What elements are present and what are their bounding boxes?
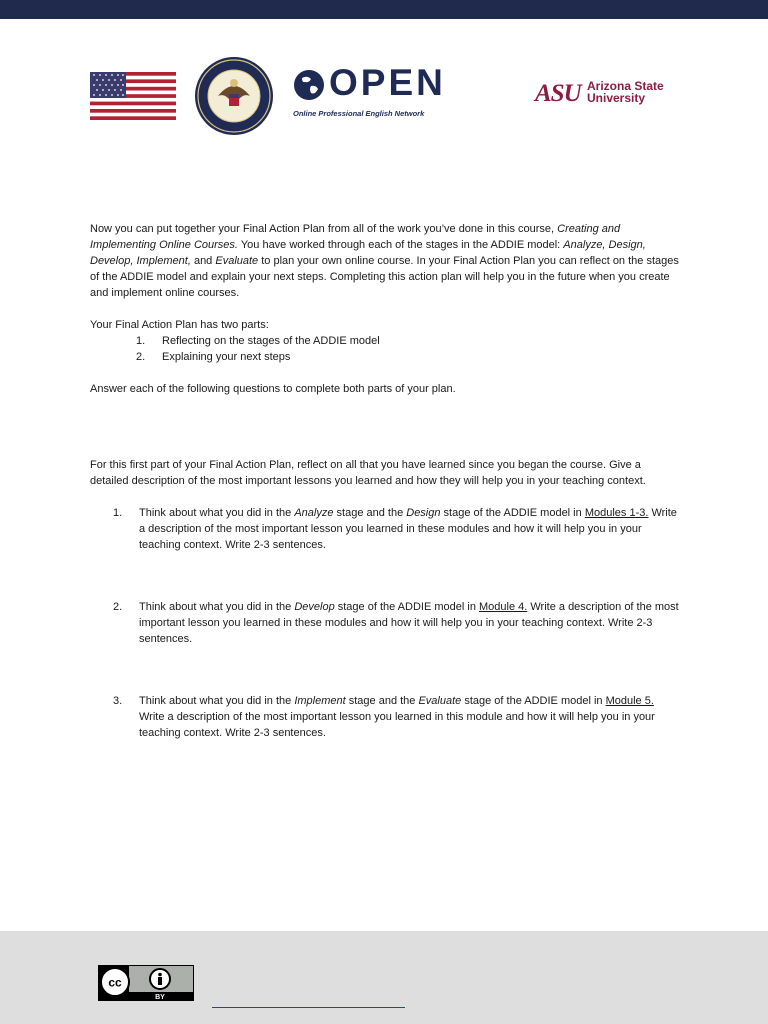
stage-name: Develop [294,601,335,613]
intro-text: and [190,255,216,267]
intro-text: Now you can put together your Final Action Plan from all of the work you’ve done in this course, [90,223,558,235]
list-number: 2. [136,351,146,363]
question-text: Think about what you did in the [139,695,295,707]
list-number: 1. [136,335,146,347]
question-text: Think about what you did in the [139,601,295,613]
globe-icon [293,69,325,101]
question-text: stage of the ADDIE model in [440,507,585,519]
question-item [90,505,680,553]
question-text: Think about what you did in the [139,507,295,519]
question-text: stage of the ADDIE model in [461,695,606,707]
us-flag-icon [90,72,176,120]
document-body [90,221,680,741]
question-text: Write a description of the most important lesson you learned in these modules and how it will help you in your teaching context. Write 2-3 sentences. [139,507,677,551]
module-link[interactable]: Modules 1-3. [584,507,649,519]
list-text: Explaining your next steps [162,351,291,363]
list-item [90,333,680,349]
question-text: stage of the ADDIE model in [334,601,479,613]
header-logos [0,50,768,150]
question-number: 1. [113,507,123,519]
footer [0,931,768,1024]
module-link[interactable]: Module 4. [479,601,528,613]
parts-list [90,333,680,365]
question-text: stage and the [345,695,419,707]
intro-text: to plan your own online course. In your Final Action Plan you can reflect on the stages of the ADDIE model and explain your next steps. Completing this action plan will help you in the future when you create and implement online courses. [90,255,679,299]
asu-logo [535,78,675,112]
part1-intro: For this first part of your Final Action Plan, reflect on all that you have learned since you began the course. Give a detailed description of the most important lessons you learned and how they will help you in your teaching context. [90,459,646,487]
question-list [90,505,680,741]
question-item [90,599,680,647]
list-item [90,349,680,365]
stage-name: Evaluate [418,695,462,707]
parts-lead: Your Final Action Plan has two parts: [90,319,269,331]
open-tagline: Online Professional English Network [293,109,425,118]
list-text: Reflecting on the stages of the ADDIE model [162,335,380,347]
asu-name [587,80,664,104]
asu-mark: ASU [535,80,581,107]
module-link[interactable]: Module 5. [605,695,654,707]
question-item [90,693,680,741]
question-text: stage and the [333,507,407,519]
stage-name: Analyze [294,507,334,519]
department-of-state-seal-icon [194,56,274,136]
footer-link[interactable] [212,1007,405,1008]
question-text: Write a description of the most important lesson you learned in these modules and how it will help you in your teaching context. Write 2-3 sentences. [139,601,679,645]
answer-instruction: Answer each of the following questions to complete both parts of your plan. [90,383,456,395]
creative-commons-by-icon [98,965,194,1001]
intro-text: You have worked through each of the stages in the ADDIE model: [237,239,564,251]
open-logo [293,62,446,124]
by-label: BY [155,994,165,1001]
addie-evaluate: Evaluate [215,255,259,267]
course-title: Creating and Implementing Online Courses. [90,223,621,251]
asu-name-line2: University [587,91,646,105]
stage-name: Design [406,507,441,519]
stage-name: Implement [294,695,346,707]
open-wordmark: OPEN [329,62,446,103]
cc-label: cc [108,975,122,990]
addie-stages: Analyze, Design, Develop, Implement, [90,239,646,267]
top-banner-bar [0,0,768,19]
asu-name-line1: Arizona State [587,79,664,93]
question-number: 2. [113,601,123,613]
question-text: Write a description of the most important lesson you learned in this module and how it will help you in your teaching context. Write 2-3 sentences. [139,711,655,739]
question-number: 3. [113,695,123,707]
intro-paragraph [90,221,680,301]
